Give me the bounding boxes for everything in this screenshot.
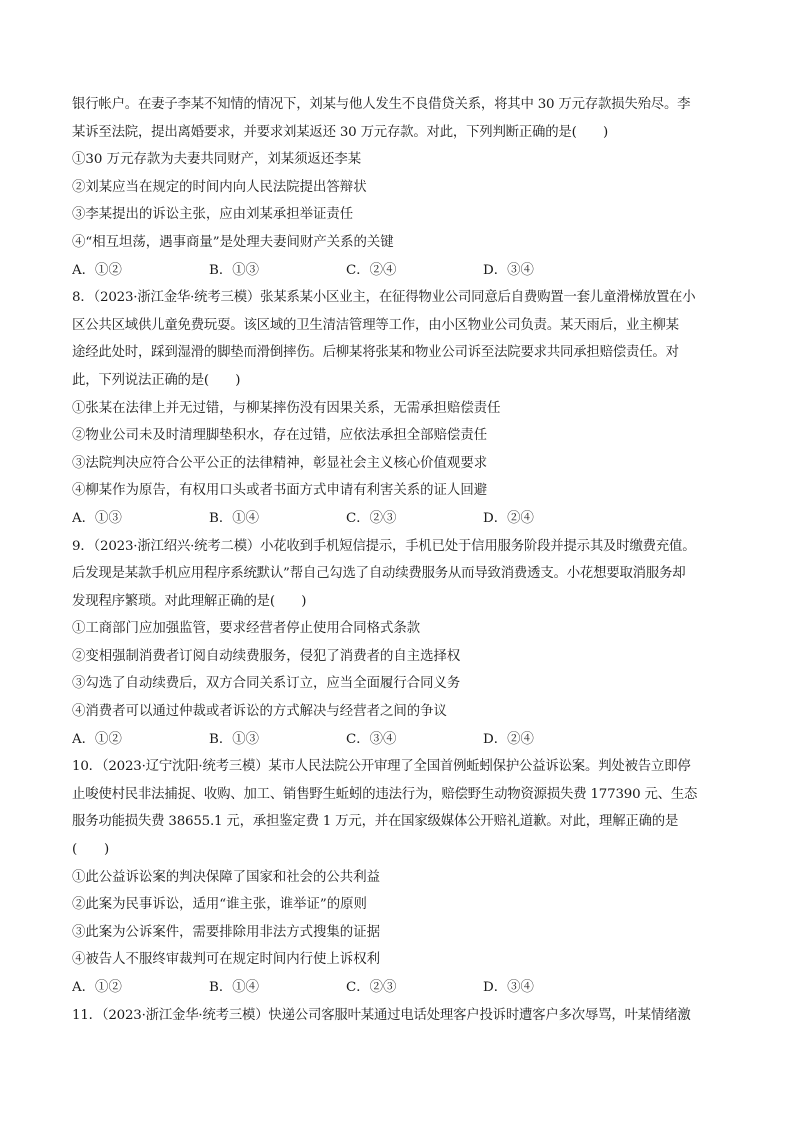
option-d: D．③④ <box>483 262 534 278</box>
question-stem-line: 8．（2023·浙江金华·统考三模）张某系某小区业主，在征得物业公司同意后自费购置一套儿童滑梯放置在小 <box>72 290 696 306</box>
question-9 <box>72 533 732 754</box>
option-d: D．②④ <box>483 510 534 526</box>
option-c: C．②③ <box>346 980 397 995</box>
answer-options <box>72 974 732 1002</box>
question-stem-line: 10．（2023·辽宁沈阳·统考三模）某市人民法院公开审理了全国首例蚯蚓保护公益诉讼案。判处被告立即停 <box>72 759 691 775</box>
question-stem-line: 服务功能损失费 38655.1 元，承担鉴定费 1 万元，并在国家级媒体公开赔礼道歉。对此，理解正确的是 <box>72 814 679 830</box>
answer-options <box>72 726 732 754</box>
statement: ②刘某应当在规定的时间内向人民法院提出答辩状 <box>72 179 367 195</box>
statement: ③法院判决应符合公平公正的法律精神，彰显社会主义核心价值观要求 <box>72 455 488 471</box>
statement: ④消费者可以通过仲裁或者诉讼的方式解决与经营者之间的争议 <box>72 704 447 720</box>
question-stem-line: 某诉至法院，提出离婚要求，并要求刘某返还 30 万元存款。对此，下列判断正确的是( ) <box>72 124 609 140</box>
statement: ③此案为公诉案件，需要排除用非法方式搜集的证据 <box>72 924 380 940</box>
option-a: A．①② <box>72 731 122 747</box>
option-c: C．③④ <box>346 731 397 747</box>
question-stem-line: 止唆使村民非法捕捉、收购、加工、销售野生蚯蚓的违法行为，赔偿野生动物资源损失费 177390 元、生态 <box>72 786 698 802</box>
statement: ②此案为民事诉讼，适用“谁主张，谁举证”的原则 <box>72 897 367 913</box>
question-stem-line: 9．（2023·浙江绍兴·统考二模）小花收到手机短信提示，手机已处于信用服务阶段并提示其及时缴费充值。 <box>72 538 696 554</box>
option-b: B．①④ <box>209 980 260 995</box>
question-stem-line: 11．（2023·浙江金华·统考三模）快递公司客服叶某通过电话处理客户投诉时遭客户多次辱骂，叶某情绪激 <box>72 1007 691 1023</box>
option-c: C．②③ <box>346 510 397 526</box>
statement: ③李某提出的诉讼主张，应由刘某承担举证责任 <box>72 207 354 223</box>
statement: ②物业公司未及时清理脚垫积水，存在过错，应依法承担全部赔偿责任 <box>72 428 488 444</box>
option-b: B．①④ <box>209 510 260 526</box>
question-11 <box>72 1002 732 1030</box>
question-10 <box>72 753 732 1001</box>
statement: ④柳某作为原告，有权用口头或者书面方式申请有利害关系的证人回避 <box>72 483 488 499</box>
exam-content <box>72 91 732 1029</box>
statement: ②变相强制消费者订阅自动续费服务，侵犯了消费者的自主选择权 <box>72 648 461 664</box>
statement: ①工商部门应加强监管，要求经营者停止使用合同格式条款 <box>72 621 421 637</box>
statement: ①张某在法律上并无过错，与柳某摔伤没有因果关系，无需承担赔偿责任 <box>72 400 501 416</box>
option-d: D．③④ <box>483 980 534 995</box>
question-7 <box>72 91 732 284</box>
answer-options <box>72 257 732 285</box>
statement: ④被告人不服终审裁判可在规定时间内行使上诉权利 <box>72 952 380 968</box>
statement: ①30 万元存款为夫妻共同财产，刘某须返还李某 <box>72 152 362 168</box>
option-c: C．②④ <box>346 262 397 278</box>
option-a: A．①② <box>72 980 122 995</box>
answer-options <box>72 505 732 533</box>
question-stem-line: 此，下列说法正确的是( ) <box>72 372 241 388</box>
statement: ④“相互坦荡，遇事商量”是处理夫妻间财产关系的关键 <box>72 234 394 250</box>
question-stem-line: 途经此处时，踩到湿滑的脚垫而滑倒摔伤。后柳某将张某和物业公司诉至法院要求共同承担赔偿责任。对 <box>72 345 679 361</box>
question-stem-line: 后发现是某款手机应用程序系统默认”帮自己勾选了自动续费服务从而导致消费透支。小花想要取消服务却 <box>72 566 686 582</box>
question-stem-line: ( ) <box>72 842 110 858</box>
question-stem-line: 区公共区域供儿童免费玩耍。该区域的卫生清洁管理等工作，由小区物业公司负责。某天雨后，业主柳某 <box>72 317 679 333</box>
question-stem-line: 发现程序繁琐。对此理解正确的是( ) <box>72 593 307 609</box>
option-d: D．②④ <box>483 731 534 747</box>
option-b: B．①③ <box>209 262 260 278</box>
statement: ③勾选了自动续费后，双方合同关系订立，应当全面履行合同义务 <box>72 676 461 692</box>
option-a: A．①③ <box>72 510 122 526</box>
question-8 <box>72 284 732 532</box>
statement: ①此公益诉讼案的判决保障了国家和社会的公共利益 <box>72 869 380 885</box>
option-a: A．①② <box>72 262 122 278</box>
option-b: B．①③ <box>209 731 260 747</box>
question-stem-line: 银行帐户。在妻子李某不知情的情况下，刘某与他人发生不良借贷关系，将其中 30 万元存款损失殆尽。李 <box>72 97 691 112</box>
